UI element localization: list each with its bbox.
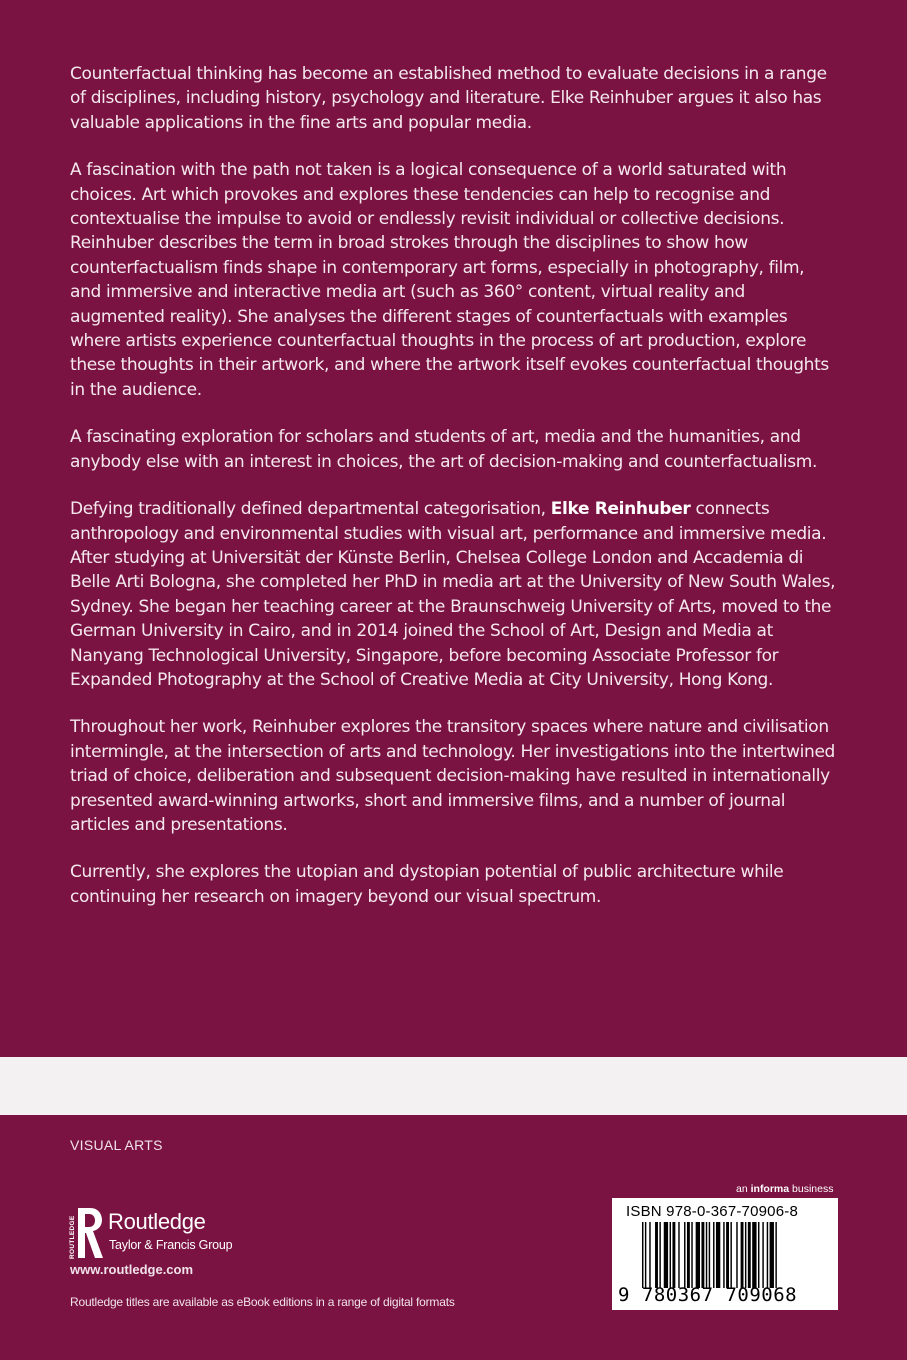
publisher-logo xyxy=(66,1205,266,1265)
author-bio-paragraph xyxy=(70,497,840,692)
isbn-number: ISBN 978-0-367-70906-8 xyxy=(626,1203,799,1220)
blurb-text xyxy=(70,62,840,932)
logo-vertical-text: ROUTLEDGE xyxy=(69,1215,76,1259)
subject-category: VISUAL ARTS xyxy=(70,1137,163,1153)
blurb-paragraph-1: Counterfactual thinking has become an established method to evaluate decisions in a range of disciplines, including history, psychology and literature. Elke Reinhuber argues it also has valuable applications in the fine arts and popular media. xyxy=(70,64,827,133)
ebook-note: Routledge titles are available as eBook editions in a range of digital formats xyxy=(70,1295,455,1309)
ean-digits: 9 780367 709068 xyxy=(618,1284,798,1306)
isbn-barcode-box xyxy=(612,1198,838,1310)
blurb-paragraph-2: A fascination with the path not taken is a logical consequence of a world saturated with choices. Art which provokes and explores these tendencies can help to recognise and contextualise the impulse to avoid or endlessly revisit individual or collective decisions. Reinhuber describes the term in broad strokes through the disciplines to show how counterfactualism finds shape in contemporary art forms, especially in photography, film, and immersive and interactive media art (such as 360° content, virtual reality and augmented reality). She analyses the different stages of counterfactuals with examples where artists experience counterfactual thoughts in the process of art production, explore these thoughts in their artwork, and where the artwork itself evokes counterfactual thoughts in the audience. xyxy=(70,160,829,400)
blurb-paragraph-3: A fascinating exploration for scholars and students of art, media and the humanities, and anybody else with an interest in choices, the art of decision-making and counterfactualism. xyxy=(70,427,818,472)
publisher-website[interactable]: www.routledge.com xyxy=(70,1262,194,1277)
author-bio-intro: Defying traditionally defined departmental categorisation, xyxy=(70,499,551,520)
author-name: Elke Reinhuber xyxy=(550,499,691,520)
blurb-paragraph-6: Currently, she explores the utopian and dystopian potential of public architecture while continuing her research on imagery beyond our visual spectrum. xyxy=(70,862,784,907)
back-cover-footer xyxy=(0,1115,907,1360)
divider-band xyxy=(0,1057,907,1115)
informa-tagline xyxy=(736,1183,833,1195)
blurb-paragraph-5: Throughout her work, Reinhuber explores the transitory spaces where nature and civilisation intermingle, at the intersection of arts and technology. Her investigations into the intertwined triad of choice, deliberation and subsequent decision-making have resulted in internationally presented award-winning artworks, short and immersive films, and a number of journal articles and presentations. xyxy=(70,717,836,835)
barcode-icon xyxy=(642,1222,832,1288)
informa-suffix: business xyxy=(789,1183,834,1195)
publisher-name: Routledge xyxy=(108,1209,206,1234)
publisher-group: Taylor & Francis Group xyxy=(109,1238,233,1252)
routledge-r-logo-icon xyxy=(66,1205,106,1261)
informa-prefix: an xyxy=(736,1183,751,1195)
author-bio-body: connects anthropology and environmental studies with visual art, performance and immersive media. After studying at Universität der Künste Berlin, Chelsea College London and Accademia di Belle Arti Bologna, she completed her PhD in media art at the University of New South Wales, Sydney. She began her teaching career at the Braunschweig University of Arts, moved to the German University in Cairo, and in 2014 joined the School of Art, Design and Media at Nanyang Technological University, Singapore, before becoming Associate Professor for Expanded Photography at the School of Creative Media at City University, Hong Kong. xyxy=(70,499,836,690)
informa-brand: informa xyxy=(750,1183,790,1195)
